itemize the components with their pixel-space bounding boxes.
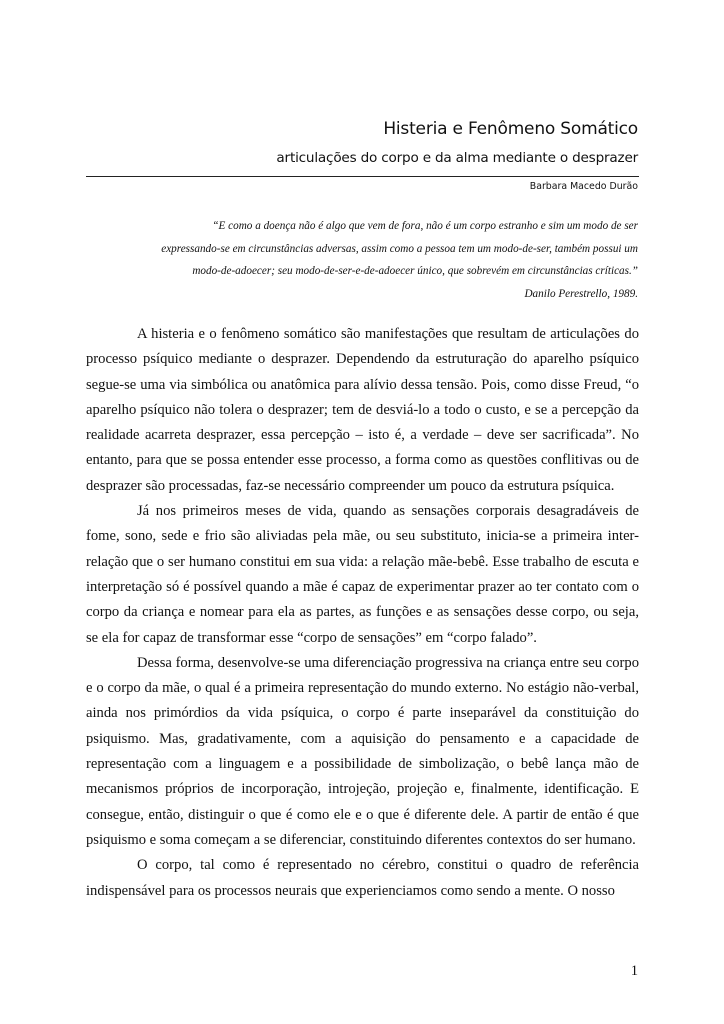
body-paragraph: O corpo, tal como é representado no cérebro, constitui o quadro de referência indispensável para os processos neurais que experienciamos como sendo a mente. O nosso <box>86 857 639 899</box>
document-subtitle: articulações do corpo e da alma mediante o desprazer <box>276 150 638 166</box>
body-paragraph: Já nos primeiros meses de vida, quando as sensações corporais desagradáveis de fome, sono, sede e frio são aliviadas pela mãe, ou seu substituto, inicia-se a primeira inter-relação que o ser humano constitui em sua vida: a relação mãe-bebê. Esse trabalho de escuta e interpretação só é possível quando a mãe é capaz de experimentar prazer ao ter contato com o corpo da criança e nomear para ela as partes, as funções e as sensações desse corpo, ou seja, se ela for capaz de transformar esse “corpo de sensações” em “corpo falado”. <box>86 503 639 646</box>
epigraph <box>100 215 638 305</box>
body-text <box>86 322 639 904</box>
author-name: Barbara Macedo Durão <box>529 181 638 192</box>
page-number: 1 <box>630 963 638 979</box>
document-title: Histeria e Fenômeno Somático <box>383 119 638 139</box>
header-divider <box>86 176 639 177</box>
epigraph-line: expressando-se em circunstâncias adversas, assim como a pessoa tem um modo-de-ser, também possui um <box>161 242 638 255</box>
epigraph-line: modo-de-adoecer; seu modo-de-ser-e-de-adoecer único, que sobrevém em circunstâncias críticas.” <box>192 265 638 277</box>
epigraph-line: “E como a doença não é algo que vem de fora, não é um corpo estranho e sim um modo de ser <box>212 220 638 232</box>
body-paragraph: A histeria e o fenômeno somático são manifestações que resultam de articulações do processo psíquico mediante o desprazer. Dependendo da estruturação do aparelho psíquico segue-se uma via simbólica ou anatômica para alívio dessa tensão. Pois, como disse Freud, “o aparelho psíquico não tolera o desprazer; tem de desviá-lo a todo o custo, e se a percepção da realidade acarreta desprazer, essa percepção – isto é, a verdade – deve ser sacrificada”. No entanto, para que se possa entender esse processo, a forma como as questões conflitivas ou de desprazer são processadas, faz-se necessário compreender um pouco da estrutura psíquica. <box>86 326 639 494</box>
epigraph-attribution: Danilo Perestrello, 1989. <box>524 287 638 300</box>
body-paragraph: Dessa forma, desenvolve-se uma diferenciação progressiva na criança entre seu corpo e o corpo da mãe, o qual é a primeira representação do mundo externo. No estágio não-verbal, ainda nos primórdios da vida psíquica, o corpo é parte inseparável da constituição do psiquismo. Mas, gradativamente, com a aquisição do pensamento e a capacidade de representação com a linguagem e a possibilidade de simbolização, o bebê lança mão de mecanismos próprios de incorporação, introjeção, projeção e, finalmente, identificação. E consegue, então, distinguir o que é como ele e o que é diferente dele. A partir de então é que psiquismo e soma começam a se diferenciar, constituindo diferentes contextos do ser humano. <box>86 654 639 848</box>
